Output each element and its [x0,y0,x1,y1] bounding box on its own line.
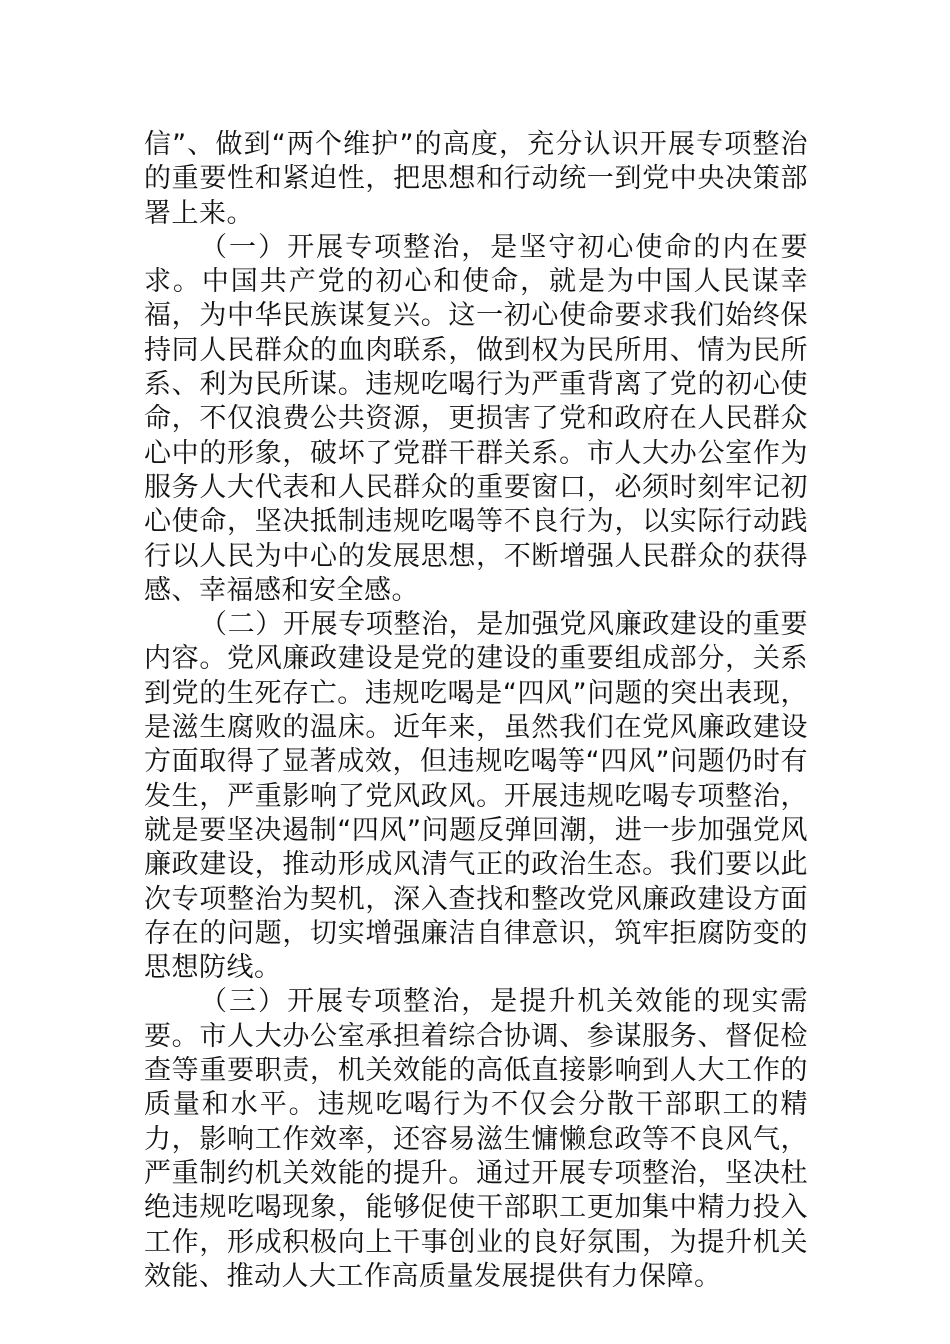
paragraph-continuation: 信”、做到“两个维护”的高度，充分认识开展专项整治的重要性和紧迫性，把思想和行动统一到党中央决策部署上来。 [144,129,808,229]
paragraph-section-three: （三）开展专项整治，是提升机关效能的现实需要。市人大办公室承担着综合协调、参谋服务、督促检查等重要职责，机关效能的高低直接影响到人大工作的质量和水平。违规吃喝行为不仅会分散干部职工的精力，影响工作效率，还容易滋生慵懒怠政等不良风气，严重制约机关效能的提升。通过开展专项整治，坚决杜绝违规吃喝现象，能够促使干部职工更加集中精力投入工作，形成积极向上干事创业的良好氛围，为提升机关效能、推动人大工作高质量发展提供有力保障。 [144,986,808,1292]
paragraph-section-one: （一）开展专项整治，是坚守初心使命的内在要求。中国共产党的初心和使命，就是为中国人民谋幸福，为中华民族谋复兴。这一初心使命要求我们始终保持同人民群众的血肉联系，做到权为民所用、情为民所系、利为民所谋。违规吃喝行为严重背离了党的初心使命，不仅浪费公共资源，更损害了党和政府在人民群众心中的形象，破坏了党群干群关系。市人大办公室作为服务人大代表和人民群众的重要窗口，必须时刻牢记初心使命，坚决抵制违规吃喝等不良行为，以实际行动践行以人民为中心的发展思想，不断增强人民群众的获得感、幸福感和安全感。 [144,231,808,606]
paragraph-section-two: （二）开展专项整治，是加强党风廉政建设的重要内容。党风廉政建设是党的建设的重要组成部分，关系到党的生死存亡。违规吃喝是“四风”问题的突出表现，是滋生腐败的温床。近年来，虽然我们在党风廉政建设方面取得了显著成效，但违规吃喝等“四风”问题仍时有发生，严重影响了党风政风。开展违规吃喝专项整治，就是要坚决遏制“四风”问题反弹回潮，进一步加强党风廉政建设，推动形成风清气正的政治生态。我们要以此次专项整治为契机，深入查找和整改党风廉政建设方面存在的问题，切实增强廉洁自律意识，筑牢拒腐防变的思想防线。 [144,609,808,984]
document-page [144,128,808,1294]
